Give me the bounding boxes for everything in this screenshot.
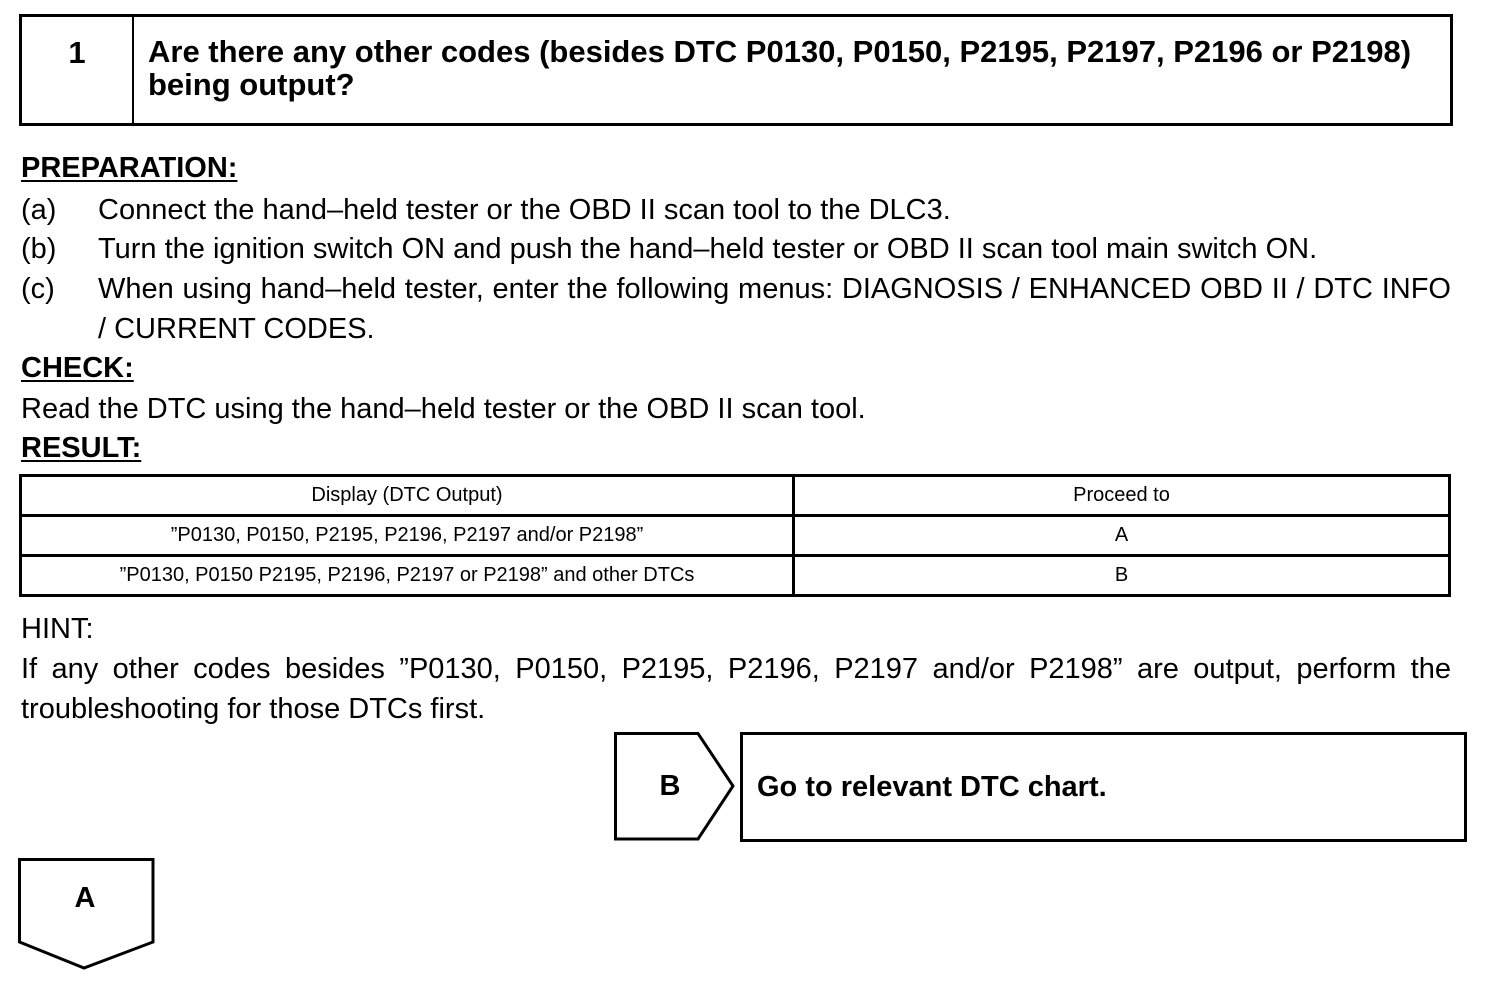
step-header: [19, 14, 1453, 126]
branch-b-action: [740, 732, 1467, 842]
check-heading: CHECK:: [21, 352, 134, 384]
step-number: 1: [22, 17, 134, 123]
check-text: Read the DTC using the hand–held tester or the OBD II scan tool.: [21, 393, 866, 425]
display-cell: ”P0130, P0150, P2195, P2196, P2197 and/or P2198”: [21, 516, 794, 556]
branch-a-arrow: [18, 856, 158, 972]
proceed-cell: B: [794, 556, 1450, 596]
preparation-item-b: [21, 229, 1451, 269]
branch-b-letter: B: [659, 769, 681, 802]
hint-text: If any other codes besides ”P0130, P0150, P2195, P2196, P2197 and/or P2198” are output, perform the troubleshooting for those DTCs first.: [21, 653, 1451, 725]
item-text: Turn the ignition switch ON and push the hand–held tester or OBD II scan tool main switch ON.: [98, 233, 1318, 265]
item-label: (b): [21, 233, 57, 265]
table-header-row: [21, 476, 1450, 516]
item-text: When using hand–held tester, enter the following menus: DIAGNOSIS / ENHANCED OBD II / DTC INFO / CURRENT CODES.: [98, 273, 1451, 345]
result-table: [19, 474, 1451, 597]
column-header-display: Display (DTC Output): [21, 476, 794, 516]
step-question: Are there any other codes (besides DTC P0130, P0150, P2195, P2197, P2196 or P2198) being output?: [148, 34, 1412, 102]
item-label: (c): [21, 273, 55, 305]
preparation-item-a: [21, 190, 1451, 230]
hint-heading: HINT:: [21, 613, 94, 645]
column-header-proceed: Proceed to: [794, 476, 1450, 516]
branch-a-letter: A: [74, 882, 96, 914]
item-label: (a): [21, 194, 57, 226]
table-row: [21, 516, 1450, 556]
display-cell: ”P0130, P0150 P2195, P2196, P2197 or P2198” and other DTCs: [21, 556, 794, 596]
branch-b-arrow: [614, 732, 734, 842]
item-text: Connect the hand–held tester or the OBD II scan tool to the DLC3.: [98, 194, 951, 226]
proceed-cell: A: [794, 516, 1450, 556]
preparation-heading: PREPARATION:: [21, 152, 238, 184]
table-row: [21, 556, 1450, 596]
branch-b-action-text: Go to relevant DTC chart.: [757, 770, 1107, 803]
result-heading: RESULT:: [21, 432, 142, 464]
preparation-item-c: [21, 269, 1451, 349]
